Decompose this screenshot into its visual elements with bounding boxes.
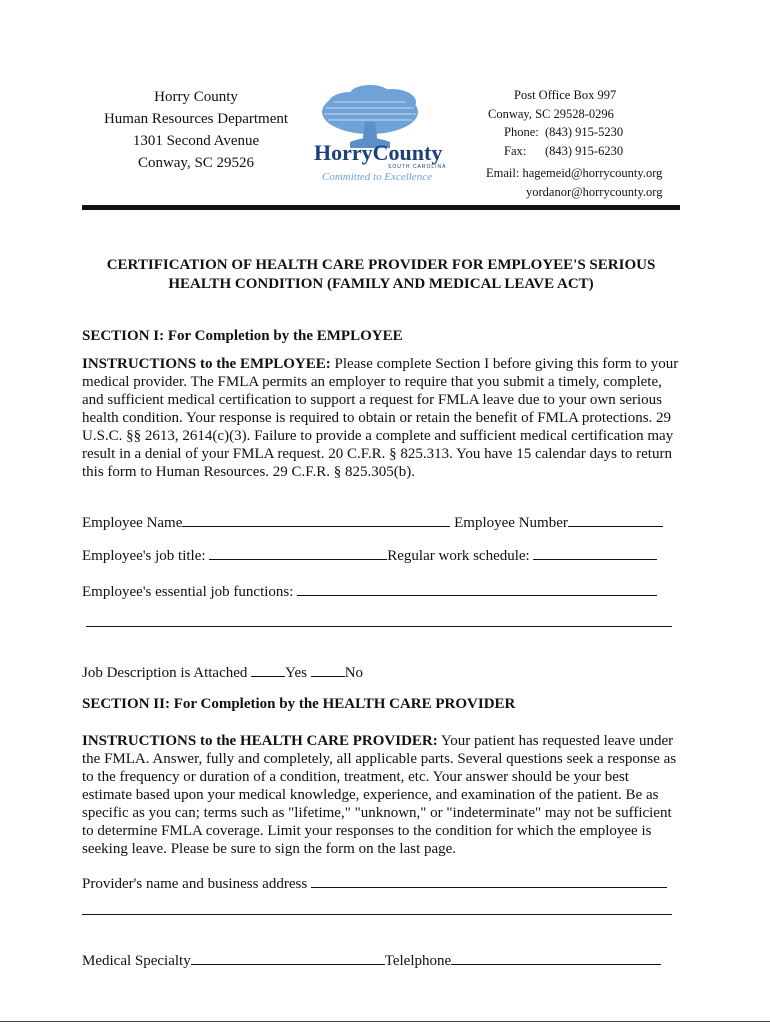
org-department: Human Resources Department	[103, 111, 289, 127]
schedule-label: Regular work schedule:	[387, 548, 530, 564]
section-2-instructions-text: Your patient has requested leave under the FMLA. Answer, fully and completely, all applicable parts. Several questions seek a response as to the frequency or duration of a condition, treatment, etc. Your answer should be your best estimate based upon your medical knowledge, experience, and examination of the patient. Be as specific as you can; terms such as "lifetime," "unknown," or "indeterminate" may not be sufficient to determine FMLA coverage. Limit your responses to the condition for which the employee is seeking leave. Please be sure to sign the form on the last page.	[82, 733, 677, 857]
document-title	[82, 256, 680, 294]
logo-state: SOUTH CAROLINA	[388, 164, 447, 170]
specialty-label: Medical Specialty	[82, 953, 191, 969]
provider-label: Provider's name and business address	[82, 876, 308, 892]
job-description-yes-blank[interactable]	[251, 662, 285, 677]
no-label: No	[344, 665, 364, 681]
org-address-block	[80, 86, 312, 174]
functions-row	[82, 581, 657, 601]
fax-number: (843) 915-6230	[544, 143, 624, 158]
logo-wordmark: HorryCounty	[314, 140, 443, 165]
contact-block	[470, 86, 690, 201]
org-city: Conway, SC 29526	[137, 155, 255, 171]
specialty-row	[82, 950, 661, 970]
tree-logo-icon	[310, 82, 465, 186]
section-2-heading: SECTION II: For Completion by the HEALTH CARE PROVIDER	[82, 696, 516, 712]
phone-row	[470, 123, 690, 142]
section-1-instructions-text: Please complete Section I before giving this form to your medical provider. The FMLA permits an employer to require that you submit a timely, complete, and sufficient medical certification to support a request for FMLA leave due to your own serious health condition. Your response is required to obtain or retain the benefit of FMLA protections. 29 U.S.C. §§ 2613, 2614(c)(3). Failure to provide a complete and sufficient medical certification may result in a denial of your FMLA request. 20 C.F.R. § 825.313. You have 15 calendar days to return this form to Human Resources. 29 C.F.R. § 825.305(b).	[82, 356, 679, 480]
title-line-2: HEALTH CONDITION (FAMILY AND MEDICAL LEAVE ACT)	[168, 276, 594, 292]
employee-name-row	[82, 512, 663, 532]
section-2-instructions-label: INSTRUCTIONS to the HEALTH CARE PROVIDER:	[82, 733, 438, 749]
email-row	[470, 164, 690, 183]
po-box: Post Office Box 997	[514, 88, 617, 102]
fax-row	[470, 142, 690, 161]
title-line-1: CERTIFICATION OF HEALTH CARE PROVIDER FOR EMPLOYEE'S SERIOUS	[106, 257, 656, 273]
email-2[interactable]: yordanor@horrycounty.org	[526, 184, 663, 199]
section-2-instructions	[82, 732, 682, 858]
phone-number: (843) 915-5230	[544, 125, 624, 139]
yes-label: Yes	[285, 665, 307, 681]
org-street: 1301 Second Avenue	[132, 133, 260, 149]
section-1-instructions	[82, 355, 682, 481]
telephone-label: Telelphone	[384, 953, 452, 969]
contact-city: Conway, SC 29528-0296	[488, 106, 614, 121]
section-1-heading: SECTION I: For Completion by the EMPLOYEE	[82, 328, 403, 344]
email-label: Email:	[486, 166, 520, 180]
employee-name-label: Employee Name	[82, 515, 183, 531]
provider-field-line-2[interactable]	[82, 914, 672, 915]
schedule-field[interactable]	[533, 545, 657, 560]
email-1[interactable]: hagemeid@horrycounty.org	[522, 166, 663, 180]
functions-label: Employee's essential job functions:	[82, 584, 294, 600]
phone-label: Phone:	[504, 125, 539, 139]
functions-field-line-2[interactable]	[86, 626, 672, 627]
job-description-label: Job Description is Attached	[82, 665, 248, 681]
provider-field[interactable]	[311, 873, 667, 888]
specialty-field[interactable]	[191, 950, 385, 965]
employee-number-field[interactable]	[568, 512, 663, 527]
functions-field[interactable]	[297, 581, 657, 596]
logo-tagline: Committed to Excellence	[322, 171, 432, 183]
provider-row	[82, 873, 667, 893]
employee-number-label: Employee Number	[454, 515, 568, 531]
employee-name-field[interactable]	[182, 512, 450, 527]
job-title-row	[82, 545, 657, 565]
job-title-field[interactable]	[209, 545, 387, 560]
org-name: Horry County	[154, 89, 238, 105]
telephone-field[interactable]	[451, 950, 661, 965]
header-divider	[82, 205, 680, 210]
page-bottom-rule	[0, 1021, 770, 1022]
horry-county-logo	[310, 82, 465, 186]
job-title-label: Employee's job title:	[82, 548, 206, 564]
job-description-row	[82, 662, 363, 682]
job-description-no-blank[interactable]	[311, 662, 345, 677]
fax-label: Fax:	[504, 143, 527, 158]
section-1-instructions-label: INSTRUCTIONS to the EMPLOYEE:	[82, 356, 331, 372]
